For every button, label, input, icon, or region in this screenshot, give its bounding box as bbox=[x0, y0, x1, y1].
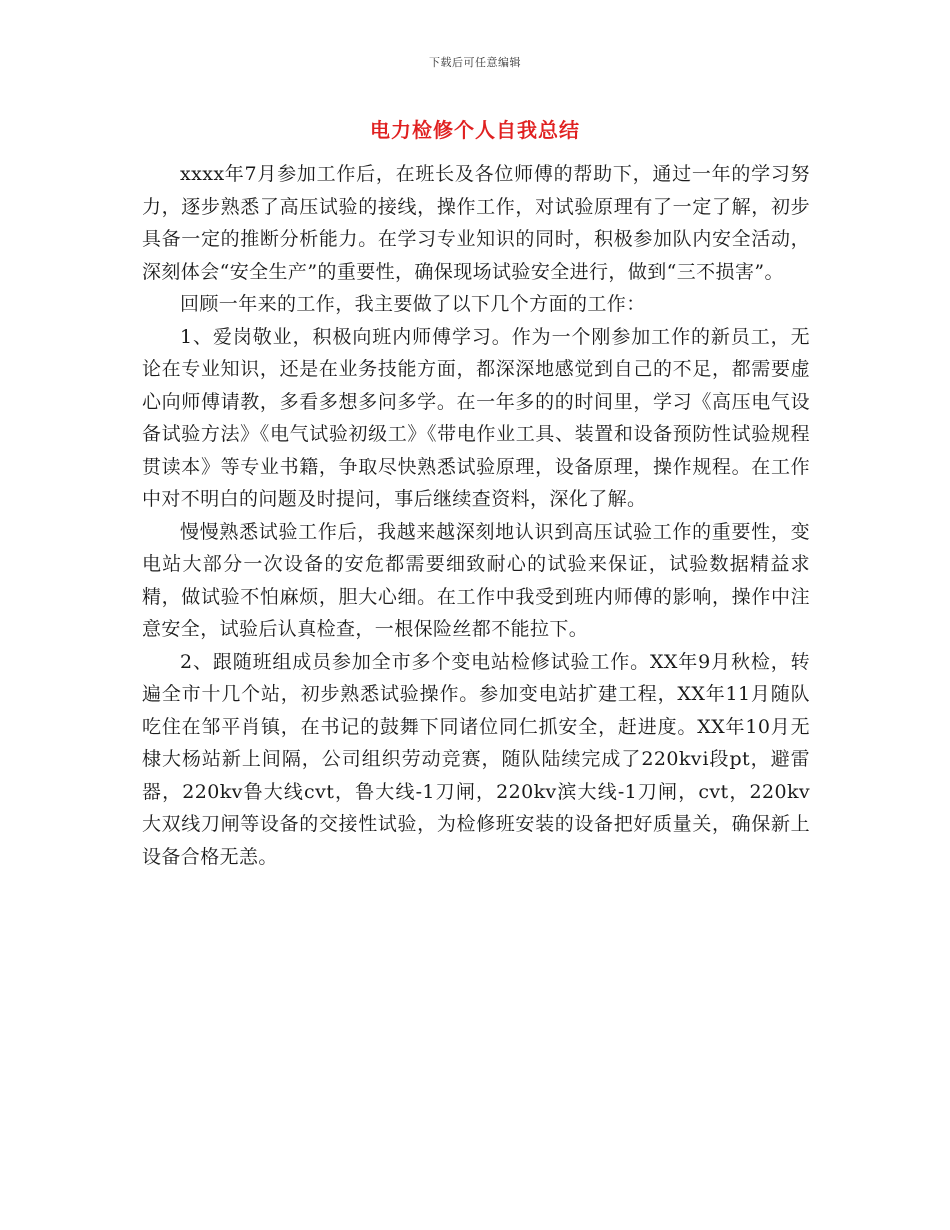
paragraph-item-1: 1、爱岗敬业，积极向班内师傅学习。作为一个刚参加工作的新员工，无论在专业知识，还是在业务技能方面，都深深地感觉到自己的不足，都需要虚心向师傅请教，多看多想多问多学。在一年多的的时间里，学习《高压电气设备试验方法》《电气试验初级工》《带电作业工具、装置和设备预防性试验规程贯读本》等专业书籍，争取尽快熟悉试验原理，设备原理，操作规程。在工作中对不明白的问题及时提问，事后继续查资料，深化了解。 bbox=[142, 325, 810, 510]
paragraph-review: 回顾一年来的工作，我主要做了以下几个方面的工作： bbox=[180, 293, 646, 315]
document-body bbox=[142, 158, 810, 873]
paragraph-intro: xxxx年7月参加工作后，在班长及各位师傅的帮助下，通过一年的学习努力，逐步熟悉了高压试验的接线，操作工作，对试验原理有了一定了解，初步具备一定的推断分析能力。在学习专业知识的同时，积极参加队内安全活动，深刻体会“安全生产”的重要性，确保现场试验安全进行，做到“三不损害”。 bbox=[142, 163, 810, 283]
paragraph-item-2: 2、跟随班组成员参加全市多个变电站检修试验工作。XX年9月秋检，转遍全市十几个站，初步熟悉试验操作。参加变电站扩建工程，XX年11月随队吃住在邹平肖镇，在书记的鼓舞下同诸位同仁抓安全，赶进度。XX年10月无棣大杨站新上间隔，公司组织劳动竞赛，随队陆续完成了220kvⅰ段pt，避雷器，220kv鲁大线cvt，鲁大线-1刀闸，220kv滨大线-1刀闸，cvt，220kv大双线刀闸等设备的交接性试验，为检修班安装的设备把好质量关，确保新上设备合格无恙。 bbox=[142, 650, 810, 868]
page-header: 下载后可任意编辑 bbox=[429, 56, 521, 69]
paragraph-familiarity: 慢慢熟悉试验工作后，我越来越深刻地认识到高压试验工作的重要性，变电站大部分一次设备的安危都需要细致耐心的试验来保证，试验数据精益求精，做试验不怕麻烦，胆大心细。在工作中我受到班内师傅的影响，操作中注意安全，试验后认真检查，一根保险丝都不能拉下。 bbox=[142, 520, 810, 640]
document-title: 电力检修个人自我总结 bbox=[370, 118, 580, 142]
